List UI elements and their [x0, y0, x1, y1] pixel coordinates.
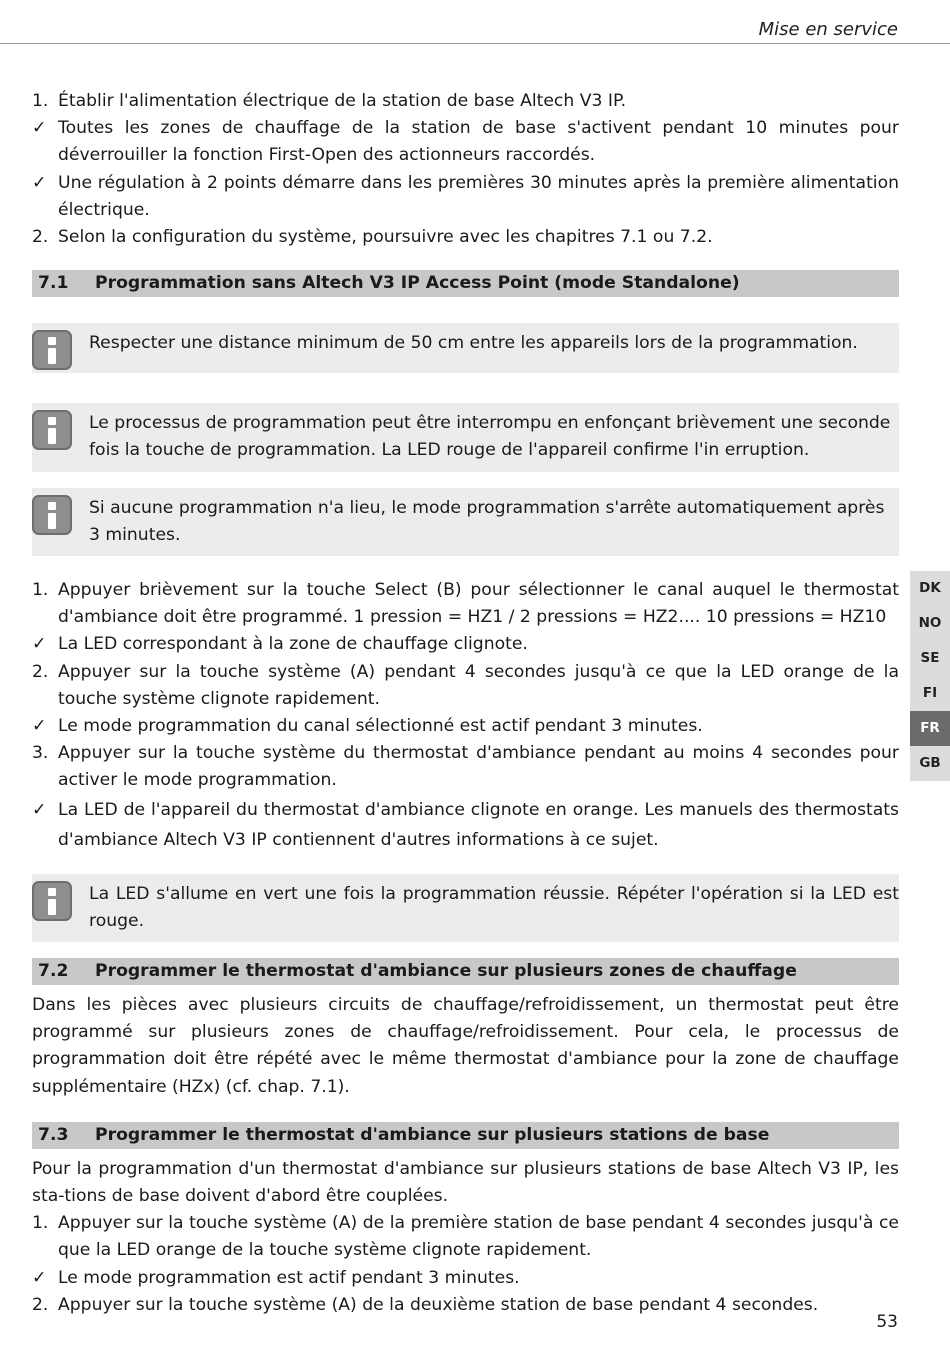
- step-number: 1.: [32, 91, 49, 111]
- step-text: Appuyer sur la touche système du thermostat d'ambiance pendant au moins 4 secondes pour activer le mode programmation.: [58, 743, 899, 791]
- list-item: [32, 631, 899, 658]
- checkmark-icon: ✓: [32, 716, 47, 737]
- section-heading-7-2: [32, 958, 899, 985]
- note-text: La LED s'allume en vert une fois la programmation réussie. Répéter l'opération si la LED est rouge.: [89, 883, 899, 931]
- list-item: [32, 659, 899, 713]
- language-tab-gb[interactable]: GB: [910, 746, 950, 781]
- section-paragraph: Pour la programmation d'un thermostat d'ambiance sur plusieurs stations de base Altech V3 IP, les sta-tions de base doivent d'abord être couplées.: [32, 1158, 899, 1207]
- step-number: 2.: [32, 661, 49, 682]
- header-divider: [0, 43, 950, 44]
- coupling-steps: [32, 1210, 899, 1319]
- list-item: [32, 88, 899, 115]
- result-text: Le mode programmation du canal sélectionné est actif pendant 3 minutes.: [58, 716, 703, 737]
- list-item: [32, 1265, 899, 1292]
- checkmark-icon: ✓: [32, 1267, 47, 1288]
- checkmark-icon: ✓: [32, 118, 47, 139]
- step-number: 2.: [32, 1294, 49, 1315]
- step-text: Établir l'alimentation électrique de la station de base Altech V3 IP.: [58, 91, 627, 111]
- header-title: Mise en service: [758, 19, 898, 40]
- result-text: La LED correspondant à la zone de chauffage clignote.: [58, 634, 528, 655]
- section-number: 7.2: [38, 961, 69, 982]
- note-text: Respecter une distance minimum de 50 cm entre les appareils lors de la programmation.: [89, 333, 858, 354]
- language-tab-dk[interactable]: DK: [910, 571, 950, 606]
- info-note: [32, 488, 899, 556]
- page-number: 53: [876, 1312, 898, 1332]
- result-text: Toutes les zones de chauffage de la station de base s'activent pendant 10 minutes pour déverrouiller la fonction First-Open des actionneurs raccordés.: [58, 118, 899, 166]
- intro-list: [32, 88, 899, 251]
- info-note: [32, 874, 899, 942]
- list-item: [32, 740, 899, 794]
- section-title: Programmation sans Altech V3 IP Access Point (mode Standalone): [95, 273, 740, 294]
- step-number: 3.: [32, 743, 49, 764]
- language-tabs: [910, 571, 950, 781]
- info-icon: [32, 495, 72, 535]
- section-number: 7.1: [38, 273, 69, 294]
- checkmark-icon: ✓: [32, 634, 47, 655]
- step-text: Appuyer sur la touche système (A) de la deuxième station de base pendant 4 secondes.: [58, 1294, 819, 1315]
- info-note: [32, 323, 899, 373]
- section-number: 7.3: [38, 1124, 69, 1145]
- result-text: Le mode programmation est actif pendant 3 minutes.: [58, 1267, 520, 1288]
- step-text: Appuyer sur la touche système (A) pendant 4 secondes jusqu'à ce que la LED orange de la touche système clignote rapidement.: [58, 661, 899, 709]
- note-text: Si aucune programmation n'a lieu, le mode programmation s'arrête automatiquement après 3 minutes.: [89, 497, 885, 545]
- info-icon: [32, 881, 72, 921]
- info-icon: [32, 410, 72, 450]
- language-tab-fr[interactable]: FR: [910, 711, 950, 746]
- page-content: [32, 88, 899, 1319]
- list-item: [32, 577, 899, 631]
- section-heading-7-1: [32, 270, 899, 297]
- note-text: Le processus de programmation peut être interrompu en enfonçant brièvement une seconde fois la touche de programmation. La LED rouge de l'appareil confirme l'in erruption.: [89, 413, 891, 461]
- section-title: Programmer le thermostat d'ambiance sur plusieurs stations de base: [95, 1124, 770, 1145]
- language-tab-no[interactable]: NO: [910, 606, 950, 641]
- section-title: Programmer le thermostat d'ambiance sur plusieurs zones de chauffage: [95, 961, 797, 982]
- list-item: [32, 224, 899, 251]
- section-paragraph: Dans les pièces avec plusieurs circuits de chauffage/refroidissement, un thermostat peut être programmé sur plusieurs zones de chauffage/refroidissement. Pour cela, le processus de programmation doit être répété avec le même thermostat d'ambiance pour la zone de chauffage supplémentaire (HZx) (cf. chap. 7.1).: [32, 995, 899, 1097]
- step-text: Selon la configuration du système, poursuivre avec les chapitres 7.1 ou 7.2.: [58, 227, 713, 248]
- list-item: [32, 713, 899, 740]
- list-item: [32, 1210, 899, 1264]
- list-item: [32, 795, 899, 855]
- step-number: 1.: [32, 1213, 49, 1234]
- result-text: Une régulation à 2 points démarre dans les premières 30 minutes après la première alimentation électrique.: [58, 172, 899, 220]
- language-tab-se[interactable]: SE: [910, 641, 950, 676]
- language-tab-fi[interactable]: FI: [910, 676, 950, 711]
- result-text: La LED de l'appareil du thermostat d'ambiance clignote en orange. Les manuels des thermostats d'ambiance Altech V3 IP contiennent d'autres informations à ce sujet.: [58, 799, 899, 850]
- step-number: 2.: [32, 227, 49, 248]
- step-text: Appuyer sur la touche système (A) de la première station de base pendant 4 secondes jusqu'à ce que la LED orange de la touche système clignote rapidement.: [58, 1213, 899, 1261]
- list-item: [32, 1292, 899, 1319]
- info-icon: [32, 330, 72, 370]
- programming-steps: [32, 577, 899, 855]
- checkmark-icon: ✓: [32, 799, 47, 820]
- list-item: [32, 170, 899, 224]
- step-number: 1.: [32, 580, 49, 601]
- list-item: [32, 115, 899, 169]
- info-note: [32, 403, 899, 471]
- step-text: Appuyer brièvement sur la touche Select (B) pour sélectionner le canal auquel le thermostat d'ambiance doit être programmé. 1 pression = HZ1 / 2 pressions = HZ2.... 10 pressions = HZ10: [58, 580, 899, 628]
- section-heading-7-3: [32, 1122, 899, 1149]
- checkmark-icon: ✓: [32, 172, 47, 193]
